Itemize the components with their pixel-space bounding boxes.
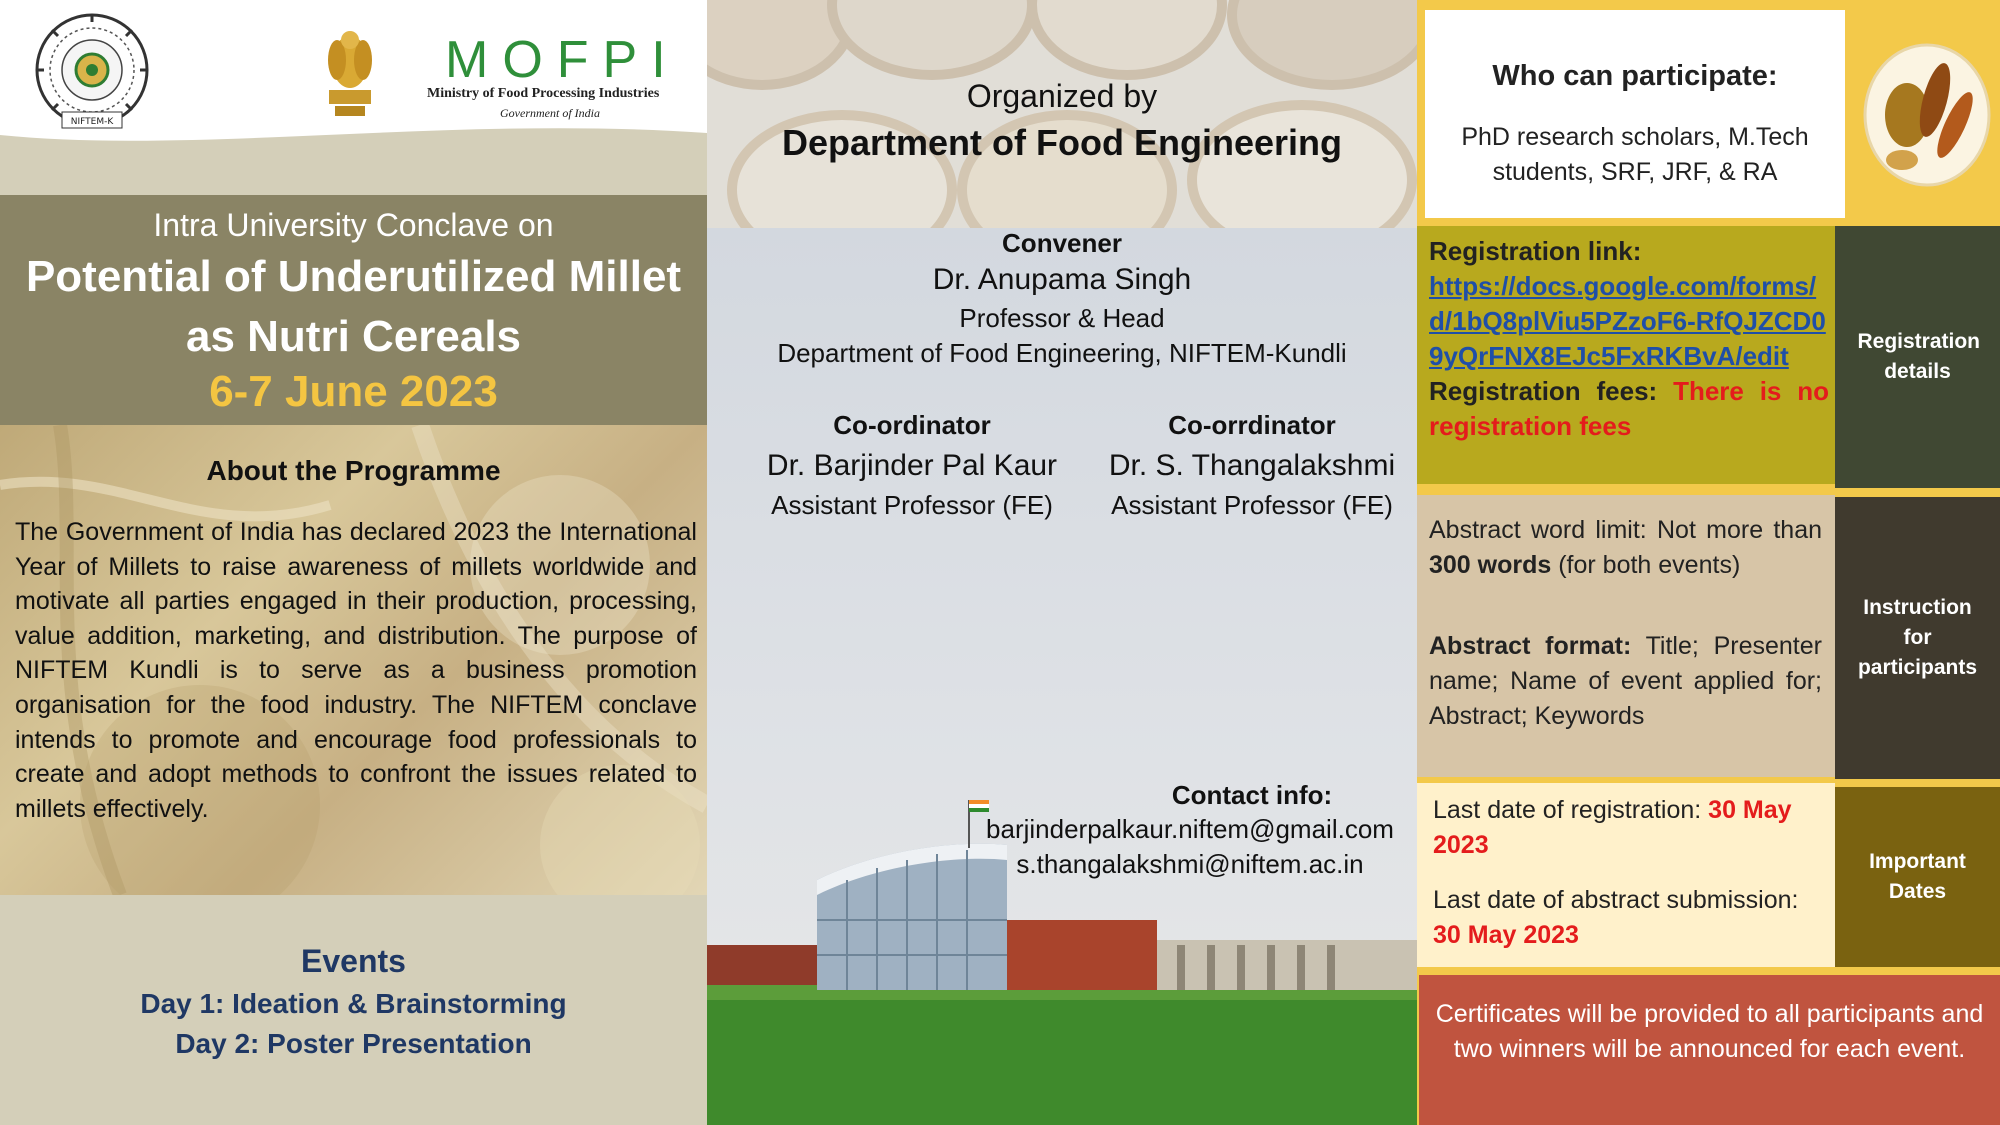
coordinator-heading: Co-ordinator [833,410,991,440]
registration-deadline [1433,793,1828,863]
instructions-tab [1835,497,2000,779]
about-heading: About the Programme [206,455,501,486]
coordinator-role: Assistant Professor (FE) [771,490,1053,520]
event-date: 6-7 June 2023 [209,367,498,416]
title-main [0,247,707,367]
contact-email-1[interactable]: barjinderpalkaur.niftem@gmail.com [986,814,1394,844]
abstract-deadline [1433,883,1828,953]
organized-by-label: Organized by [966,78,1158,114]
who-text: PhD research scholars, M.Tech students, SRF, JRF, & RA [1461,123,1809,186]
abstract-format-text: Title; Presenter name; Name of event applied for; Abstract; Keywords [1429,632,1822,730]
events-section [0,895,707,1125]
registration-box [1417,226,1835,484]
events-heading: Events [301,943,406,979]
about-text: The Government of India has declared 2023 the International Year of Millets to raise awareness of millets worldwide and motivate all parties engaged in their production, processing, value addition, marketing, and distribution. The purpose of NIFTEM Kundli is to serve as a business promotion organisation for the food industry. The NIFTEM conclave intends to promote and encourage food professionals to create and adopt methods to confront the issues related to millets effectively. [15,518,697,823]
contact-heading: Contact info: [1171,780,1333,810]
mofpi-wordmark: MOFPI [445,31,680,89]
important-dates-tab [1835,787,2000,967]
niftem-label: NIFTEM-K [70,117,114,127]
coordinator-role: Assistant Professor (FE) [1111,490,1393,520]
abstract-deadline-value: 30 May 2023 [1433,921,1579,949]
who-can-participate-box [1425,10,1845,218]
convener-heading: Convener [1002,228,1122,258]
registration-fees-label: Registration fees: [1429,376,1658,406]
registration-fees-value-a: There is no [1673,376,1829,406]
middle-column [707,0,1417,1125]
national-emblem-icon [315,22,385,122]
dates-tab-label: Important Dates [1869,850,1966,903]
registration-link[interactable]: https://docs.google.com/forms/d/1bQ8plViu5PZzoF6-RfQJZCD09yQrFNX8EJc5FxRKBvA/edit [1429,271,1826,371]
coordinator-2 [1092,408,1412,522]
about-section [0,425,707,895]
abstract-limit [1429,513,1822,583]
registration-tab-label: Registration details [1857,330,1981,383]
registration-fees-row [1429,374,1829,409]
registration-deadline-value: 30 May 2023 [1433,796,1792,859]
convener-role: Professor & Head [959,303,1165,333]
coordinator-name: Dr. Barjinder Pal Kaur [766,449,1058,482]
certificate-text: Certificates will be provided to all participants and two winners will be announced for each event. [1435,1000,1984,1063]
coordinator-1 [752,408,1072,522]
registration-details-tab [1835,226,2000,488]
important-dates-box [1417,783,1835,967]
millet-plate-image [1857,30,1997,200]
mofpi-govt: Government of India [500,106,600,120]
convener-dept: Department of Food Engineering, NIFTEM-Kundli [777,338,1347,368]
instructions-tab-label: Instruction for participants [1857,596,1978,679]
convener-name: Dr. Anupama Singh [932,263,1192,296]
registration-link-label: Registration link: [1429,236,1642,266]
coordinator-heading: Co-orrdinator [1168,410,1336,440]
title-line-2: as Nutri Cereals [185,312,522,361]
abstract-limit-bold: 300 words [1429,551,1552,579]
instructions-box [1417,495,1835,777]
event-day-1: Day 1: Ideation & Brainstorming [140,988,567,1019]
title-intro: Intra University Conclave on [153,207,554,243]
abstract-limit-text-a: Abstract word limit: Not more than [1429,516,1822,544]
organizer-dept: Department of Food Engineering [781,122,1342,163]
registration-fees-value-b: registration fees [1429,411,1632,441]
abstract-limit-text-b: (for both events) [1558,551,1741,579]
wave-divider [0,115,707,195]
abstract-format [1429,629,1822,734]
registration-content [1429,234,1829,444]
right-column [1417,0,2000,1125]
abstract-format-label: Abstract format: [1429,632,1632,660]
title-line-1: Potential of Underutilized Millet [25,252,682,301]
title-banner [0,195,707,425]
abstract-deadline-label: Last date of abstract submission: [1433,886,1799,914]
who-heading: Who can participate: [1492,60,1778,92]
event-day-2: Day 2: Poster Presentation [175,1028,532,1059]
coordinator-name: Dr. S. Thangalakshmi [1108,449,1396,482]
registration-deadline-label: Last date of registration: [1433,796,1702,824]
certificate-box [1419,975,2000,1125]
contact-email-2[interactable]: s.thangalakshmi@niftem.ac.in [1016,849,1364,879]
mofpi-subtitle: Ministry of Food Processing Industries [427,86,660,101]
left-column [0,0,707,1125]
